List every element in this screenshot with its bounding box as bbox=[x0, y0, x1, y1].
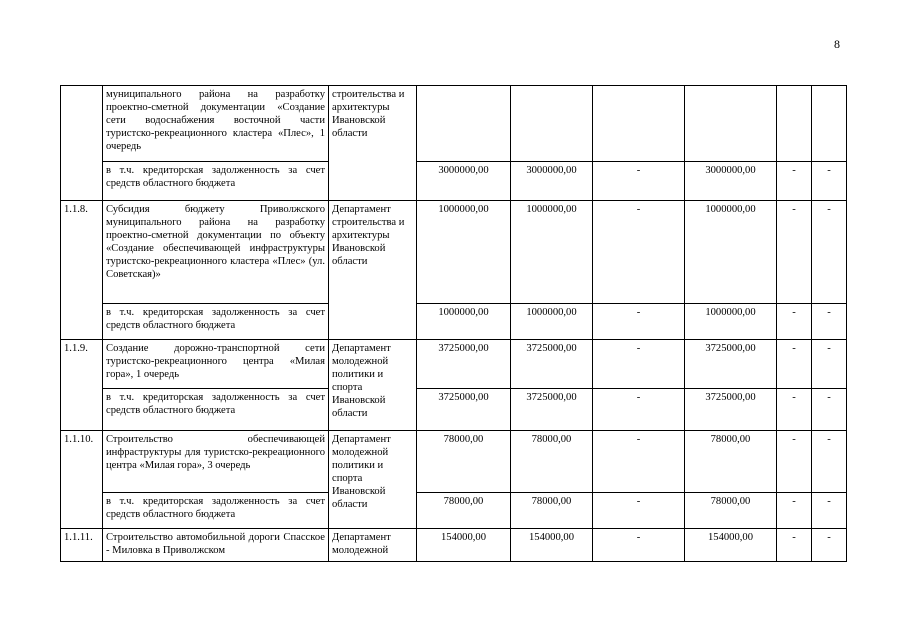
value-cell: 78000,00 bbox=[511, 431, 593, 493]
row-number: 1.1.9. bbox=[61, 340, 103, 431]
value-cell: - bbox=[593, 162, 685, 201]
table-subrow bbox=[61, 389, 847, 431]
value-cell: 78000,00 bbox=[417, 431, 511, 493]
row-executor: строительства и архитектуры Ивановской области bbox=[329, 86, 417, 201]
value-cell: - bbox=[812, 389, 847, 431]
row-number: 1.1.11. bbox=[61, 529, 103, 562]
value-cell: 3725000,00 bbox=[685, 389, 777, 431]
value-cell: - bbox=[777, 389, 812, 431]
value-cell: 3725000,00 bbox=[511, 340, 593, 389]
row-number: 1.1.10. bbox=[61, 431, 103, 529]
row-description: муниципального района на разработку проектно-сметной документации «Создание сети водоснабжения восточной части туристско-рекреационного кластера «Плес», 1 очередь bbox=[103, 86, 329, 162]
value-cell bbox=[417, 86, 511, 162]
table-subrow bbox=[61, 162, 847, 201]
value-cell: 3725000,00 bbox=[511, 389, 593, 431]
value-cell: - bbox=[777, 493, 812, 529]
value-cell: 1000000,00 bbox=[511, 304, 593, 340]
table-row bbox=[61, 529, 847, 562]
value-cell bbox=[812, 86, 847, 162]
value-cell: - bbox=[812, 529, 847, 562]
value-cell: - bbox=[593, 340, 685, 389]
value-cell: - bbox=[812, 201, 847, 304]
row-description: Создание дорожно-транспортной сети туристско-рекреационного центра «Милая гора», 1 очередь bbox=[103, 340, 329, 389]
value-cell: 78000,00 bbox=[685, 431, 777, 493]
value-cell: 1000000,00 bbox=[417, 201, 511, 304]
row-number: 1.1.8. bbox=[61, 201, 103, 340]
value-cell: - bbox=[777, 201, 812, 304]
value-cell: - bbox=[777, 162, 812, 201]
value-cell: - bbox=[777, 340, 812, 389]
value-cell: 78000,00 bbox=[417, 493, 511, 529]
row-sub-description: в т.ч. кредиторская задолженность за счет средств областного бюджета bbox=[103, 162, 329, 201]
value-cell: - bbox=[812, 162, 847, 201]
value-cell: 1000000,00 bbox=[685, 304, 777, 340]
value-cell: 78000,00 bbox=[511, 493, 593, 529]
value-cell: - bbox=[593, 529, 685, 562]
row-description: Субсидия бюджету Приволжского муниципального района на разработку проектно-сметной документации по объекту «Создание обеспечивающей инфраструктуры туристско-рекреационного кластера «Плес» (ул. Советская)» bbox=[103, 201, 329, 304]
row-description: Строительство автомобильной дороги Спасское - Миловка в Приволжском bbox=[103, 529, 329, 562]
value-cell: - bbox=[777, 529, 812, 562]
value-cell: - bbox=[812, 340, 847, 389]
value-cell: - bbox=[593, 304, 685, 340]
value-cell: 3000000,00 bbox=[417, 162, 511, 201]
row-sub-description: в т.ч. кредиторская задолженность за счет средств областного бюджета bbox=[103, 304, 329, 340]
value-cell: 1000000,00 bbox=[511, 201, 593, 304]
value-cell: - bbox=[812, 304, 847, 340]
value-cell: - bbox=[777, 431, 812, 493]
value-cell: 1000000,00 bbox=[417, 304, 511, 340]
table-subrow bbox=[61, 493, 847, 529]
value-cell: 3725000,00 bbox=[417, 340, 511, 389]
row-executor: Департамент молодежной политики и спорта Ивановской области bbox=[329, 340, 417, 431]
row-sub-description: в т.ч. кредиторская задолженность за счет средств областного бюджета bbox=[103, 389, 329, 431]
row-executor: Департамент молодежной политики и спорта Ивановской области bbox=[329, 431, 417, 529]
row-executor: Департамент молодежной bbox=[329, 529, 417, 562]
table-row bbox=[61, 340, 847, 389]
value-cell: - bbox=[812, 431, 847, 493]
value-cell: 154000,00 bbox=[511, 529, 593, 562]
value-cell: - bbox=[593, 201, 685, 304]
value-cell bbox=[777, 86, 812, 162]
table-row bbox=[61, 201, 847, 304]
value-cell bbox=[685, 86, 777, 162]
value-cell: 1000000,00 bbox=[685, 201, 777, 304]
value-cell: - bbox=[593, 431, 685, 493]
value-cell: 154000,00 bbox=[685, 529, 777, 562]
row-executor: Департамент строительства и архитектуры Ивановской области bbox=[329, 201, 417, 340]
budget-table bbox=[60, 85, 847, 562]
value-cell: - bbox=[593, 389, 685, 431]
value-cell: 3725000,00 bbox=[417, 389, 511, 431]
table-row bbox=[61, 431, 847, 493]
row-description: Строительство обеспечивающей инфраструктуры для туристско-рекреационного центра «Милая гора», 3 очередь bbox=[103, 431, 329, 493]
table-subrow bbox=[61, 304, 847, 340]
value-cell: - bbox=[812, 493, 847, 529]
value-cell: 3000000,00 bbox=[685, 162, 777, 201]
value-cell: - bbox=[593, 493, 685, 529]
value-cell: 78000,00 bbox=[685, 493, 777, 529]
row-number bbox=[61, 86, 103, 201]
value-cell bbox=[593, 86, 685, 162]
page-number: 8 bbox=[834, 37, 840, 51]
table-row bbox=[61, 86, 847, 162]
row-sub-description: в т.ч. кредиторская задолженность за счет средств областного бюджета bbox=[103, 493, 329, 529]
value-cell: 3000000,00 bbox=[511, 162, 593, 201]
value-cell: - bbox=[777, 304, 812, 340]
value-cell bbox=[511, 86, 593, 162]
value-cell: 154000,00 bbox=[417, 529, 511, 562]
value-cell: 3725000,00 bbox=[685, 340, 777, 389]
